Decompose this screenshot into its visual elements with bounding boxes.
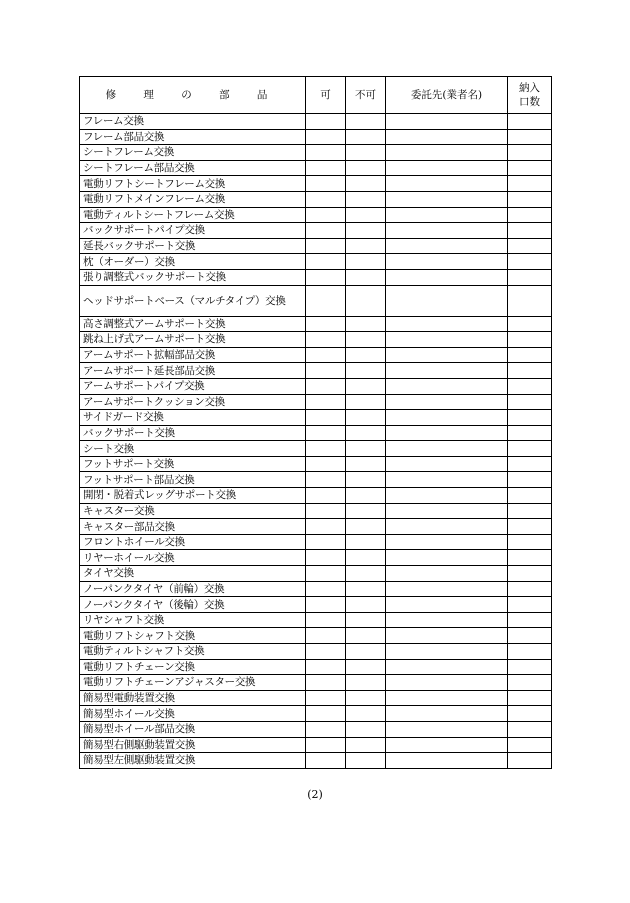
vendor-cell[interactable]: [386, 690, 508, 706]
table-body: [80, 114, 552, 769]
table-row: [80, 332, 552, 348]
vendor-cell[interactable]: [386, 644, 508, 660]
vendor-cell[interactable]: [386, 534, 508, 550]
qty-cell[interactable]: [508, 394, 552, 410]
part-name-cell: アームサポートパイプ交換: [80, 378, 306, 394]
part-name-cell: 電動リフトチェーンアジャスター交換: [80, 675, 306, 691]
table-row: [80, 363, 552, 379]
qty-cell[interactable]: [508, 675, 552, 691]
ok-cell[interactable]: [306, 238, 346, 254]
ok-cell[interactable]: [306, 223, 346, 239]
ng-cell[interactable]: [346, 597, 386, 613]
repair-parts-sheet: [79, 76, 552, 769]
ok-cell[interactable]: [306, 550, 346, 566]
ok-cell[interactable]: [306, 207, 346, 223]
ok-cell[interactable]: [306, 706, 346, 722]
vendor-cell[interactable]: [386, 378, 508, 394]
table-row: [80, 145, 552, 161]
part-name-cell: 延長バックサポート交換: [80, 238, 306, 254]
qty-cell[interactable]: [508, 176, 552, 192]
part-name-cell: ヘッドサポートベース（マルチタイプ）交換: [80, 285, 306, 316]
vendor-cell[interactable]: [386, 223, 508, 239]
table-row: [80, 223, 552, 239]
part-name-cell: 張り調整式バックサポート交換: [80, 269, 306, 285]
qty-cell[interactable]: [508, 160, 552, 176]
qty-cell[interactable]: [508, 612, 552, 628]
part-name-cell: フロントホイール交換: [80, 534, 306, 550]
qty-cell[interactable]: [508, 316, 552, 332]
qty-cell[interactable]: [508, 737, 552, 753]
vendor-cell[interactable]: [386, 659, 508, 675]
qty-cell[interactable]: [508, 285, 552, 316]
ng-cell[interactable]: [346, 737, 386, 753]
ok-cell[interactable]: [306, 690, 346, 706]
ok-cell[interactable]: [306, 737, 346, 753]
table-row: [80, 207, 552, 223]
qty-cell[interactable]: [508, 238, 552, 254]
table-row: [80, 114, 552, 130]
ng-cell[interactable]: [346, 129, 386, 145]
ng-cell[interactable]: [346, 238, 386, 254]
table-row: [80, 737, 552, 753]
vendor-cell[interactable]: [386, 363, 508, 379]
qty-cell[interactable]: [508, 347, 552, 363]
ok-cell[interactable]: [306, 675, 346, 691]
ng-cell[interactable]: [346, 176, 386, 192]
table-row: [80, 644, 552, 660]
part-name-cell: シートフレーム交換: [80, 145, 306, 161]
part-name-cell: 簡易型右側駆動装置交換: [80, 737, 306, 753]
ok-cell[interactable]: [306, 176, 346, 192]
ok-cell[interactable]: [306, 114, 346, 130]
qty-cell[interactable]: [508, 207, 552, 223]
ng-cell[interactable]: [346, 207, 386, 223]
header-ok: 可: [306, 77, 346, 114]
table-row: [80, 129, 552, 145]
table-row: [80, 285, 552, 316]
vendor-cell[interactable]: [386, 612, 508, 628]
vendor-cell[interactable]: [386, 410, 508, 426]
qty-cell[interactable]: [508, 550, 552, 566]
ng-cell[interactable]: [346, 191, 386, 207]
vendor-cell[interactable]: [386, 129, 508, 145]
ok-cell[interactable]: [306, 254, 346, 270]
qty-cell[interactable]: [508, 488, 552, 504]
qty-cell[interactable]: [508, 441, 552, 457]
vendor-cell[interactable]: [386, 737, 508, 753]
part-name-cell: 電動リフトチェーン交換: [80, 659, 306, 675]
ok-cell[interactable]: [306, 456, 346, 472]
ng-cell[interactable]: [346, 488, 386, 504]
table-row: [80, 534, 552, 550]
ok-cell[interactable]: [306, 519, 346, 535]
ng-cell[interactable]: [346, 114, 386, 130]
ng-cell[interactable]: [346, 612, 386, 628]
table-row: [80, 519, 552, 535]
qty-cell[interactable]: [508, 223, 552, 239]
vendor-cell[interactable]: [386, 441, 508, 457]
vendor-cell[interactable]: [386, 566, 508, 582]
table-row: [80, 566, 552, 582]
part-name-cell: 電動リフトシャフト交換: [80, 628, 306, 644]
table-row: [80, 753, 552, 769]
header-qty: 納入 口数: [508, 77, 552, 114]
ok-cell[interactable]: [306, 644, 346, 660]
qty-cell[interactable]: [508, 254, 552, 270]
ng-cell[interactable]: [346, 721, 386, 737]
vendor-cell[interactable]: [386, 550, 508, 566]
qty-cell[interactable]: [508, 644, 552, 660]
vendor-cell[interactable]: [386, 238, 508, 254]
vendor-cell[interactable]: [386, 316, 508, 332]
qty-cell[interactable]: [508, 566, 552, 582]
vendor-cell[interactable]: [386, 721, 508, 737]
ng-cell[interactable]: [346, 644, 386, 660]
vendor-cell[interactable]: [386, 472, 508, 488]
table-row: [80, 581, 552, 597]
ok-cell[interactable]: [306, 145, 346, 161]
vendor-cell[interactable]: [386, 285, 508, 316]
ng-cell[interactable]: [346, 269, 386, 285]
table-row: [80, 675, 552, 691]
qty-cell[interactable]: [508, 597, 552, 613]
vendor-cell[interactable]: [386, 753, 508, 769]
part-name-cell: フレーム部品交換: [80, 129, 306, 145]
ok-cell[interactable]: [306, 441, 346, 457]
ok-cell[interactable]: [306, 269, 346, 285]
qty-cell[interactable]: [508, 363, 552, 379]
table-row: [80, 394, 552, 410]
ng-cell[interactable]: [346, 519, 386, 535]
ng-cell[interactable]: [346, 410, 386, 426]
ng-cell[interactable]: [346, 332, 386, 348]
part-name-cell: 枕（オーダー）交換: [80, 254, 306, 270]
vendor-cell[interactable]: [386, 191, 508, 207]
part-name-cell: シート交換: [80, 441, 306, 457]
part-name-cell: 電動ティルトシャフト交換: [80, 644, 306, 660]
table-row: [80, 378, 552, 394]
ok-cell[interactable]: [306, 332, 346, 348]
part-name-cell: キャスター部品交換: [80, 519, 306, 535]
ok-cell[interactable]: [306, 753, 346, 769]
vendor-cell[interactable]: [386, 394, 508, 410]
vendor-cell[interactable]: [386, 581, 508, 597]
vendor-cell[interactable]: [386, 176, 508, 192]
ok-cell[interactable]: [306, 347, 346, 363]
part-name-cell: アームサポート拡幅部品交換: [80, 347, 306, 363]
table-row: [80, 238, 552, 254]
table-row: [80, 659, 552, 675]
part-name-cell: フレーム交換: [80, 114, 306, 130]
ng-cell[interactable]: [346, 581, 386, 597]
part-name-cell: 電動リフトシートフレーム交換: [80, 176, 306, 192]
ng-cell[interactable]: [346, 285, 386, 316]
part-name-cell: フットサポート部品交換: [80, 472, 306, 488]
part-name-cell: キャスター交換: [80, 503, 306, 519]
qty-cell[interactable]: [508, 628, 552, 644]
part-name-cell: 電動リフトメインフレーム交換: [80, 191, 306, 207]
table-row: [80, 316, 552, 332]
vendor-cell[interactable]: [386, 160, 508, 176]
table-row: [80, 503, 552, 519]
ok-cell[interactable]: [306, 410, 346, 426]
vendor-cell[interactable]: [386, 597, 508, 613]
ng-cell[interactable]: [346, 223, 386, 239]
ok-cell[interactable]: [306, 659, 346, 675]
ng-cell[interactable]: [346, 363, 386, 379]
qty-cell[interactable]: [508, 472, 552, 488]
part-name-cell: 開閉・脱着式レッグサポート交換: [80, 488, 306, 504]
part-name-cell: バックサポート交換: [80, 425, 306, 441]
ng-cell[interactable]: [346, 145, 386, 161]
part-name-cell: ノーパンクタイヤ（後輪）交換: [80, 597, 306, 613]
ng-cell[interactable]: [346, 503, 386, 519]
part-name-cell: バックサポートパイプ交換: [80, 223, 306, 239]
ng-cell[interactable]: [346, 659, 386, 675]
header-ng: 不可: [346, 77, 386, 114]
vendor-cell[interactable]: [386, 269, 508, 285]
vendor-cell[interactable]: [386, 254, 508, 270]
part-name-cell: リヤシャフト交換: [80, 612, 306, 628]
qty-cell[interactable]: [508, 690, 552, 706]
qty-cell[interactable]: [508, 581, 552, 597]
table-row: [80, 160, 552, 176]
qty-cell[interactable]: [508, 269, 552, 285]
ng-cell[interactable]: [346, 316, 386, 332]
table-row: [80, 597, 552, 613]
qty-cell[interactable]: [508, 534, 552, 550]
part-name-cell: アームサポートクッション交換: [80, 394, 306, 410]
part-name-cell: タイヤ交換: [80, 566, 306, 582]
ok-cell[interactable]: [306, 378, 346, 394]
part-name-cell: 電動ティルトシートフレーム交換: [80, 207, 306, 223]
ng-cell[interactable]: [346, 550, 386, 566]
ok-cell[interactable]: [306, 394, 346, 410]
qty-cell[interactable]: [508, 519, 552, 535]
qty-cell[interactable]: [508, 706, 552, 722]
table-row: [80, 347, 552, 363]
table-row: [80, 690, 552, 706]
part-name-cell: フットサポート交換: [80, 456, 306, 472]
ok-cell[interactable]: [306, 721, 346, 737]
table-row: [80, 628, 552, 644]
part-name-cell: 簡易型ホイール部品交換: [80, 721, 306, 737]
table-row: [80, 441, 552, 457]
qty-cell[interactable]: [508, 191, 552, 207]
ok-cell[interactable]: [306, 628, 346, 644]
ok-cell[interactable]: [306, 581, 346, 597]
ok-cell[interactable]: [306, 316, 346, 332]
table-row: [80, 176, 552, 192]
qty-cell[interactable]: [508, 114, 552, 130]
vendor-cell[interactable]: [386, 503, 508, 519]
qty-cell[interactable]: [508, 145, 552, 161]
table-row: [80, 706, 552, 722]
part-name-cell: 高さ調整式アームサポート交換: [80, 316, 306, 332]
ng-cell[interactable]: [346, 690, 386, 706]
qty-cell[interactable]: [508, 332, 552, 348]
part-name-cell: ノーパンクタイヤ（前輪）交換: [80, 581, 306, 597]
vendor-cell[interactable]: [386, 332, 508, 348]
vendor-cell[interactable]: [386, 145, 508, 161]
ng-cell[interactable]: [346, 534, 386, 550]
ng-cell[interactable]: [346, 566, 386, 582]
ng-cell[interactable]: [346, 753, 386, 769]
ng-cell[interactable]: [346, 347, 386, 363]
table-header-row: [80, 77, 552, 114]
vendor-cell[interactable]: [386, 425, 508, 441]
qty-cell[interactable]: [508, 753, 552, 769]
ng-cell[interactable]: [346, 441, 386, 457]
qty-cell[interactable]: [508, 721, 552, 737]
qty-cell[interactable]: [508, 503, 552, 519]
page-number: (2): [307, 788, 323, 801]
ok-cell[interactable]: [306, 597, 346, 613]
table-row: [80, 410, 552, 426]
vendor-cell[interactable]: [386, 114, 508, 130]
ng-cell[interactable]: [346, 628, 386, 644]
ok-cell[interactable]: [306, 488, 346, 504]
vendor-cell[interactable]: [386, 207, 508, 223]
table-row: [80, 191, 552, 207]
qty-cell[interactable]: [508, 659, 552, 675]
repair-parts-table: [79, 76, 552, 769]
table-row: [80, 254, 552, 270]
qty-cell[interactable]: [508, 456, 552, 472]
table-row: [80, 472, 552, 488]
ng-cell[interactable]: [346, 378, 386, 394]
ng-cell[interactable]: [346, 160, 386, 176]
table-row: [80, 456, 552, 472]
ok-cell[interactable]: [306, 285, 346, 316]
ng-cell[interactable]: [346, 706, 386, 722]
vendor-cell[interactable]: [386, 347, 508, 363]
ok-cell[interactable]: [306, 566, 346, 582]
part-name-cell: リヤーホイール交換: [80, 550, 306, 566]
ok-cell[interactable]: [306, 425, 346, 441]
header-part: 修 理 の 部 品: [80, 77, 306, 114]
vendor-cell[interactable]: [386, 488, 508, 504]
table-row: [80, 612, 552, 628]
ng-cell[interactable]: [346, 472, 386, 488]
table-row: [80, 425, 552, 441]
part-name-cell: サイドガード交換: [80, 410, 306, 426]
table-row: [80, 488, 552, 504]
ok-cell[interactable]: [306, 363, 346, 379]
part-name-cell: 簡易型電動装置交換: [80, 690, 306, 706]
part-name-cell: 跳ね上げ式アームサポート交換: [80, 332, 306, 348]
part-name-cell: 簡易型ホイール交換: [80, 706, 306, 722]
ok-cell[interactable]: [306, 503, 346, 519]
ok-cell[interactable]: [306, 160, 346, 176]
ng-cell[interactable]: [346, 456, 386, 472]
vendor-cell[interactable]: [386, 706, 508, 722]
ng-cell[interactable]: [346, 425, 386, 441]
vendor-cell[interactable]: [386, 628, 508, 644]
part-name-cell: 簡易型左側駆動装置交換: [80, 753, 306, 769]
ng-cell[interactable]: [346, 675, 386, 691]
ok-cell[interactable]: [306, 191, 346, 207]
ok-cell[interactable]: [306, 472, 346, 488]
ok-cell[interactable]: [306, 534, 346, 550]
qty-cell[interactable]: [508, 410, 552, 426]
vendor-cell[interactable]: [386, 519, 508, 535]
vendor-cell[interactable]: [386, 456, 508, 472]
vendor-cell[interactable]: [386, 675, 508, 691]
part-name-cell: シートフレーム部品交換: [80, 160, 306, 176]
part-name-cell: アームサポート延長部品交換: [80, 363, 306, 379]
table-row: [80, 721, 552, 737]
table-row: [80, 550, 552, 566]
ok-cell[interactable]: [306, 129, 346, 145]
ng-cell[interactable]: [346, 394, 386, 410]
header-vendor: 委託先(業者名): [386, 77, 508, 114]
qty-cell[interactable]: [508, 378, 552, 394]
qty-cell[interactable]: [508, 129, 552, 145]
table-row: [80, 269, 552, 285]
ok-cell[interactable]: [306, 612, 346, 628]
qty-cell[interactable]: [508, 425, 552, 441]
ng-cell[interactable]: [346, 254, 386, 270]
